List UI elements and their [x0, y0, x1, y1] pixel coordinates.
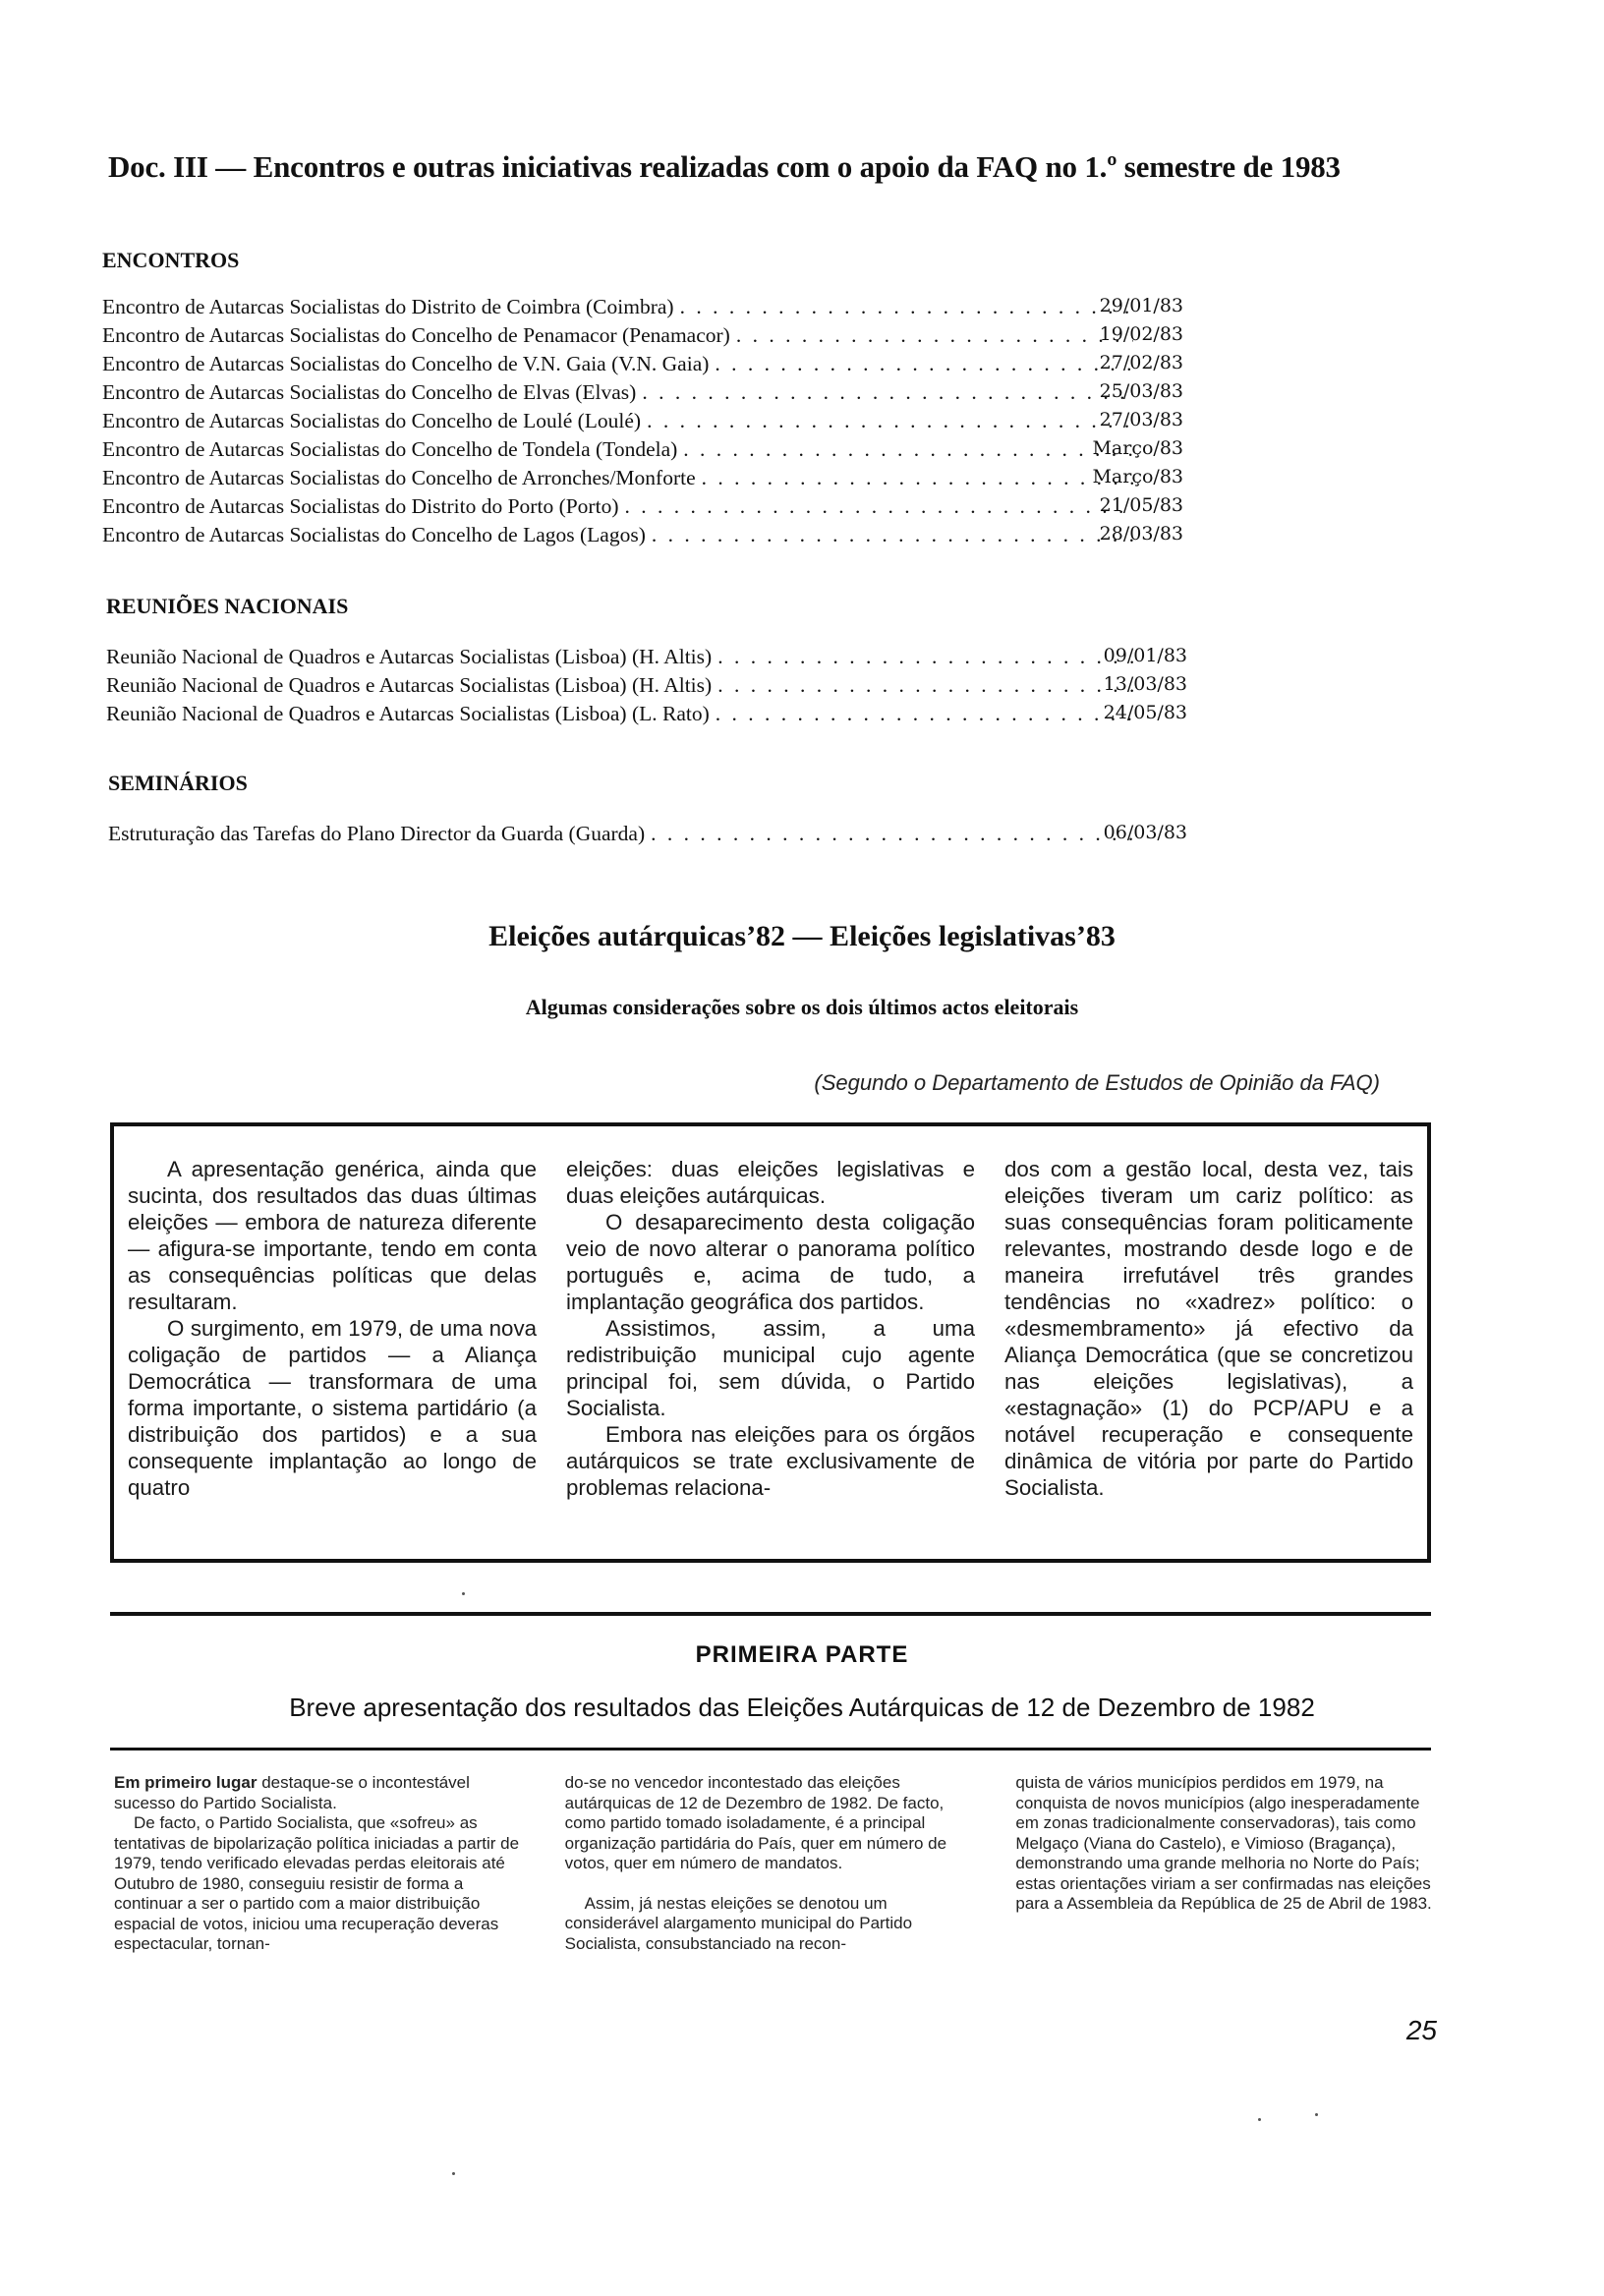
article-subtitle: Algumas considerações sobre os dois últimos actos eleitorais: [525, 995, 1079, 1019]
paragraph: do-se no vencedor incontestado das eleições autárquicas de 12 de Dezembro de 1982. De facto, como partido tomado isoladamente, é a principal organização partidária do País, quer em número de votos, quer em número de mandatos.: [564, 1773, 947, 1872]
date: 09/01/83: [1103, 645, 1187, 666]
scan-speck: [462, 1592, 465, 1595]
date: 06/03/83: [1103, 822, 1187, 843]
part-divider: [110, 1748, 1431, 1751]
intro-column-1: [128, 1156, 537, 1549]
date: 13/03/83: [1103, 673, 1187, 695]
paragraph: De facto, o Partido Socialista, que «sofreu» as tentativas de bipolarização política iniciadas a partir de 1979, tendo verificado elevadas perdas eleitorais até Outubro de 1980, conseguiu resistir de forma a continuar a ser o partido com a maior distribuição espacial de votos, iniciou uma recuperação deveras espectacular, tornan-: [114, 1813, 520, 1953]
body-column-2: [565, 1773, 985, 1955]
intro-box: [110, 1122, 1431, 1563]
scan-speck: [452, 2172, 455, 2175]
body-column-1: [114, 1773, 534, 1955]
list-item: Encontro de Autarcas Socialistas do Concelho de Tondela (Tondela) . . . Março/83: [102, 437, 1183, 466]
date: 21/05/83: [1099, 494, 1183, 516]
list-item: Encontro de Autarcas Socialistas do Concelho de Elvas (Elvas) . . . 25/03/83: [102, 380, 1183, 409]
document-title: Doc. III — Encontros e outras iniciativas realizadas com o apoio da FAQ no 1.º semestre de 1983: [108, 149, 1341, 184]
scan-speck: [1315, 2113, 1318, 2116]
reunioes-list: [106, 645, 1187, 733]
date: 25/03/83: [1099, 380, 1183, 402]
list-item: Encontro de Autarcas Socialistas do Distrito de Coimbra (Coimbra) . . . 29/01/83: [102, 295, 1183, 323]
encontros-list: [102, 295, 1183, 560]
page-number: 25: [1405, 2015, 1437, 2045]
part-title: PRIMEIRA PARTE: [695, 1641, 909, 1668]
paragraph: A apresentação genérica, ainda que sucinta, dos resultados das duas últimas eleições — embora de natureza diferente — afigura-se importante, tendo em conta as consequências políticas que delas resultaram.: [128, 1157, 537, 1314]
paragraph: Embora nas eleições para os órgãos autárquicos se trate exclusivamente de problemas relaciona-: [566, 1422, 975, 1500]
list-item: Encontro de Autarcas Socialistas do Concelho de Penamacor (Penamacor) . . . 19/02/83: [102, 323, 1183, 352]
article-byline: (Segundo o Departamento de Estudos de Opinião da FAQ): [814, 1070, 1380, 1095]
part-body: [114, 1773, 1435, 1955]
date: Março/83: [1092, 466, 1183, 488]
body-column-3: [1015, 1773, 1435, 1955]
date: 29/01/83: [1099, 295, 1183, 316]
date: 27/02/83: [1099, 352, 1183, 373]
seminarios-heading: SEMINÁRIOS: [108, 771, 248, 795]
lead-phrase: Em primeiro lugar: [114, 1773, 258, 1792]
list-item: Encontro de Autarcas Socialistas do Concelho de Arronches/Monforte . . . Março/83: [102, 466, 1183, 494]
date: 19/02/83: [1099, 323, 1183, 345]
encontros-heading: ENCONTROS: [102, 248, 240, 272]
reunioes-heading: REUNIÕES NACIONAIS: [106, 594, 349, 618]
part-subtitle: Breve apresentação dos resultados das Eleições Autárquicas de 12 de Dezembro de 1982: [289, 1693, 1315, 1722]
list-item: Encontro de Autarcas Socialistas do Distrito do Porto (Porto) . . . 21/05/83: [102, 494, 1183, 523]
list-item: Encontro de Autarcas Socialistas do Concelho de V.N. Gaia (V.N. Gaia) . . . 27/02/83: [102, 352, 1183, 380]
list-item: Encontro de Autarcas Socialistas do Concelho de Loulé (Loulé) . . . 27/03/83: [102, 409, 1183, 437]
paragraph: dos com a gestão local, desta vez, tais eleições tiveram um cariz político: as suas consequências foram politicamente relevantes, mostrando desde logo e de maneira irrefutável três grandes tendências no «xadrez» político: o «desmembramento» já efectivo da Aliança Democrática (que se concretizou nas eleições legislativas), a «estagnação» (1) do PCP/APU e a notável recuperação e consequente dinâmica de vitória por parte do Partido Socialista.: [1004, 1157, 1413, 1500]
list-item: Reunião Nacional de Quadros e Autarcas Socialistas (Lisboa) (H. Altis) . . . 13/03/83: [106, 673, 1187, 702]
paragraph: Assim, já nestas eleições se denotou um considerável alargamento municipal do Partido Socialista, consubstanciado na recon-: [564, 1893, 913, 1953]
paragraph: O surgimento, em 1979, de uma nova coligação de partidos — a Aliança Democrática — transformara de uma forma importante, o sistema partidário (a distribuição dos partidos) e a sua consequente implantação ao longo de quatro: [128, 1316, 537, 1500]
date: 24/05/83: [1103, 702, 1187, 723]
intro-column-2: [566, 1156, 975, 1549]
paragraph: Assistimos, assim, a uma redistribuição municipal cujo agente principal foi, sem dúvida, o Partido Socialista.: [566, 1316, 975, 1420]
list-item: Reunião Nacional de Quadros e Autarcas Socialistas (Lisboa) (L. Rato) . . . 24/05/83: [106, 702, 1187, 730]
date: 28/03/83: [1099, 523, 1183, 545]
article-title: Eleições autárquicas’82 — Eleições legislativas’83: [488, 920, 1116, 952]
scan-speck: [1258, 2118, 1261, 2121]
list-item: Estruturação das Tarefas do Plano Director da Guarda (Guarda) . . . 06/03/83: [108, 822, 1187, 850]
seminarios-list: [108, 822, 1187, 851]
paragraph: Em primeiro lugar destaque-se o incontestável sucesso do Partido Socialista.: [114, 1773, 470, 1812]
intro-column-3: [1004, 1156, 1413, 1549]
date: 27/03/83: [1099, 409, 1183, 430]
list-item: Reunião Nacional de Quadros e Autarcas Socialistas (Lisboa) (H. Altis) . . . 09/01/83: [106, 645, 1187, 673]
list-item: Encontro de Autarcas Socialistas do Concelho de Lagos (Lagos) . . . 28/03/83: [102, 523, 1183, 551]
paragraph: quista de vários municípios perdidos em 1979, na conquista de novos municípios (algo inesperadamente em zonas tradicionalmente conservadoras), tais como Melgaço (Viana do Castelo), e Vimioso (Bragança), demonstrando uma grande melhoria no Norte do País; estas orientações viriam a ser confirmadas nas eleições para a Assembleia da República de 25 de Abril de 1983.: [1015, 1773, 1432, 1913]
date: Março/83: [1092, 437, 1183, 459]
paragraph: O desaparecimento desta coligação veio de novo alterar o panorama político português e, acima de tudo, a implantação geográfica dos partidos.: [566, 1210, 975, 1314]
paragraph: eleições: duas eleições legislativas e duas eleições autárquicas.: [566, 1157, 975, 1208]
section-divider: [110, 1612, 1431, 1616]
